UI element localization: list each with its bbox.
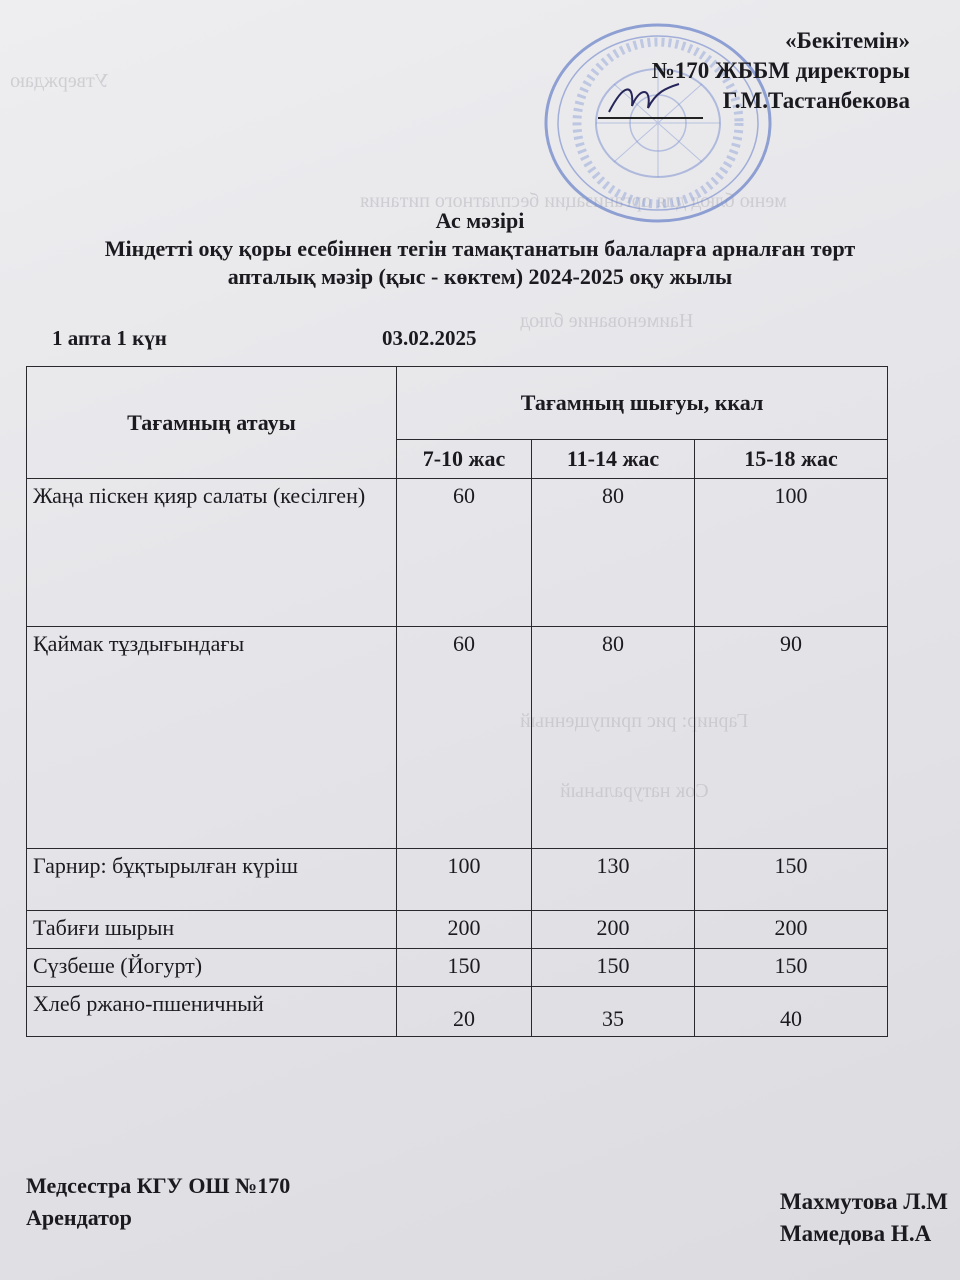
value-11-14: 130	[532, 849, 695, 911]
footer-left	[26, 1170, 290, 1234]
document-title: Ас мәзірі	[435, 208, 525, 233]
table-row	[27, 627, 888, 849]
value-11-14: 35	[532, 987, 695, 1037]
table-row	[27, 911, 888, 949]
week-day-label: 1 апта 1 күн	[52, 326, 167, 350]
signature-line	[598, 117, 703, 119]
approval-position: №170 ЖББМ директоры	[651, 58, 910, 83]
header-age-7-10: 7-10 жас	[397, 440, 532, 479]
value-7-10: 100	[397, 849, 532, 911]
footer-right	[780, 1186, 948, 1250]
footer-tenant-name: Мамедова Н.А	[779, 1221, 932, 1246]
dish-name: Гарнир: бұқтырылған күріш	[27, 849, 397, 911]
header-age-11-14: 11-14 жас	[532, 440, 695, 479]
menu-table	[26, 366, 888, 1037]
table-row	[27, 987, 888, 1037]
value-15-18: 90	[695, 627, 888, 849]
dish-name: Қаймак тұздығындағы	[27, 627, 397, 849]
header-output: Тағамның шығуы, ккал	[397, 367, 888, 440]
value-11-14: 150	[532, 949, 695, 987]
value-7-10: 20	[397, 987, 532, 1037]
value-15-18: 40	[695, 987, 888, 1037]
footer-nurse-name: Махмутова Л.М	[779, 1189, 948, 1214]
dish-name: Табиғи шырын	[27, 911, 397, 949]
approval-heading: «Бекітемін»	[785, 28, 910, 53]
document-subtitle: Міндетті оқу қоры есебіннен тегін тамақтанатын балаларға арналған төрт	[104, 236, 856, 261]
document-subtitle-period: апталық мәзір (қыс - көктем) 2024-2025 оқу жылы	[227, 264, 733, 289]
footer-tenant-label: Арендатор	[26, 1205, 132, 1230]
footer-nurse-label: Медсестра КГУ ОШ №170	[26, 1173, 291, 1198]
value-15-18: 100	[695, 479, 888, 627]
value-7-10: 150	[397, 949, 532, 987]
value-15-18: 150	[695, 849, 888, 911]
bleed-through-text: Сок натуральный	[560, 780, 709, 802]
value-15-18: 150	[695, 949, 888, 987]
menu-date: 03.02.2025	[382, 326, 477, 350]
table-row	[27, 479, 888, 627]
table-header-row	[27, 367, 888, 440]
header-dish-name: Тағамның атауы	[27, 367, 397, 479]
bleed-through-text: Наименование блюд	[520, 310, 694, 332]
approval-name: Г.М.Тастанбекова	[722, 88, 910, 113]
approval-block	[652, 26, 910, 116]
bleed-through-text: Утверждаю	[10, 70, 109, 92]
value-7-10: 60	[397, 479, 532, 627]
header-age-15-18: 15-18 жас	[695, 440, 888, 479]
dish-name: Хлеб ржано-пшеничный	[27, 987, 397, 1037]
value-15-18: 200	[695, 911, 888, 949]
value-11-14: 200	[532, 911, 695, 949]
table-row	[27, 849, 888, 911]
bleed-through-text: меню блюд для организации бесплатного питания	[360, 190, 787, 212]
dish-name: Жаңа піскен қияр салаты (кесілген)	[27, 479, 397, 627]
value-11-14: 80	[532, 627, 695, 849]
dish-name: Сүзбеше (Йогурт)	[27, 949, 397, 987]
bleed-through-text: Гарнир: рис припущенный	[520, 710, 749, 732]
value-11-14: 80	[532, 479, 695, 627]
value-7-10: 60	[397, 627, 532, 849]
value-7-10: 200	[397, 911, 532, 949]
table-row	[27, 949, 888, 987]
